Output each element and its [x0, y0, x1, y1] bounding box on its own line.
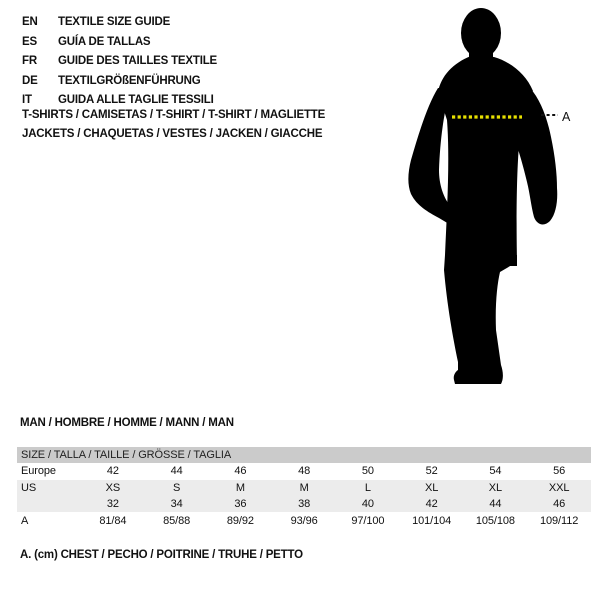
us-number-size: 42	[425, 498, 438, 510]
language-code: DE	[22, 74, 38, 87]
table-cell: 44	[170, 465, 183, 477]
us-number-size: 38	[298, 498, 311, 510]
product-line-tshirts: T-SHIRTS / CAMISETAS / T-SHIRT / T-SHIRT / MAGLIETTE	[22, 109, 326, 121]
language-code: FR	[22, 55, 37, 67]
table-cell: 105/108	[475, 515, 515, 527]
us-letter-size: M	[235, 482, 245, 494]
language-label: GUIDE DES TAILLES TEXTILE	[58, 55, 217, 67]
language-row	[22, 52, 217, 72]
language-row	[22, 13, 217, 33]
section-title-man: MAN / HOMBRE / HOMME / MANN / MAN	[20, 417, 234, 429]
table-cell	[209, 480, 273, 512]
table-cell	[336, 480, 400, 512]
table-cell: 109/112	[540, 515, 579, 527]
size-table-header: SIZE / TALLA / TAILLE / GRÖSSE / TAGLIA	[17, 447, 591, 463]
man-silhouette	[408, 8, 557, 384]
product-line-jackets: JACKETS / CHAQUETAS / VESTES / JACKEN / GIACCHE	[22, 128, 323, 140]
us-number-size: 36	[234, 498, 247, 510]
table-cell: 52	[425, 465, 438, 477]
us-number-size: 46	[553, 498, 566, 510]
measure-label-a: A	[562, 110, 571, 124]
man-silhouette-figure	[395, 0, 600, 400]
table-cell: 48	[298, 465, 311, 477]
language-label: GUÍA DE TALLAS	[58, 35, 151, 48]
row-label: A	[21, 515, 29, 527]
language-code: ES	[22, 35, 37, 48]
language-code: IT	[22, 94, 32, 106]
table-cell	[527, 480, 591, 512]
us-letter-size: XL	[424, 482, 439, 494]
row-label: US	[21, 482, 37, 494]
us-letter-size: M	[299, 482, 309, 494]
row-label: Europe	[21, 465, 56, 477]
table-row-us	[17, 480, 591, 512]
us-letter-size: XL	[488, 482, 502, 494]
us-letter-size: L	[364, 482, 371, 494]
measure-footnote: A. (cm) CHEST / PECHO / POITRINE / TRUHE / PETTO	[20, 549, 303, 561]
size-table	[17, 447, 591, 530]
table-cell	[464, 480, 528, 512]
table-row-chest-cm	[17, 512, 591, 530]
table-cell: 42	[106, 465, 119, 477]
us-letter-size: S	[173, 482, 181, 494]
language-label: TEXTILE SIZE GUIDE	[58, 16, 171, 28]
language-code: EN	[22, 16, 38, 28]
language-row	[22, 33, 217, 53]
table-cell: 101/104	[412, 515, 452, 527]
table-cell: 46	[234, 465, 247, 477]
table-cell: 50	[361, 465, 374, 477]
us-number-size: 40	[361, 498, 374, 510]
table-cell: 56	[553, 465, 566, 477]
table-cell: 89/92	[226, 515, 254, 527]
table-cell: 93/96	[290, 515, 318, 527]
table-cell: 97/100	[351, 515, 385, 527]
language-row	[22, 72, 217, 92]
us-number-size: 44	[489, 498, 502, 510]
us-number-size: 32	[106, 498, 119, 510]
table-row-europe	[17, 463, 591, 480]
table-cell: 54	[489, 465, 502, 477]
table-cell	[400, 480, 464, 512]
language-list	[22, 13, 217, 111]
table-cell: 81/84	[99, 515, 127, 527]
table-cell	[81, 480, 145, 512]
table-cell	[145, 480, 209, 512]
man-silhouette-svg	[395, 0, 600, 400]
us-letter-size: XS	[105, 482, 121, 494]
us-letter-size: XXL	[548, 482, 570, 494]
us-number-size: 34	[170, 498, 183, 510]
table-cell	[272, 480, 336, 512]
language-label: TEXTILGRÖßENFÜHRUNG	[58, 74, 201, 87]
product-types	[22, 106, 325, 144]
table-cell: 85/88	[163, 515, 191, 527]
language-label: GUIDA ALLE TAGLIE TESSILI	[58, 94, 214, 106]
